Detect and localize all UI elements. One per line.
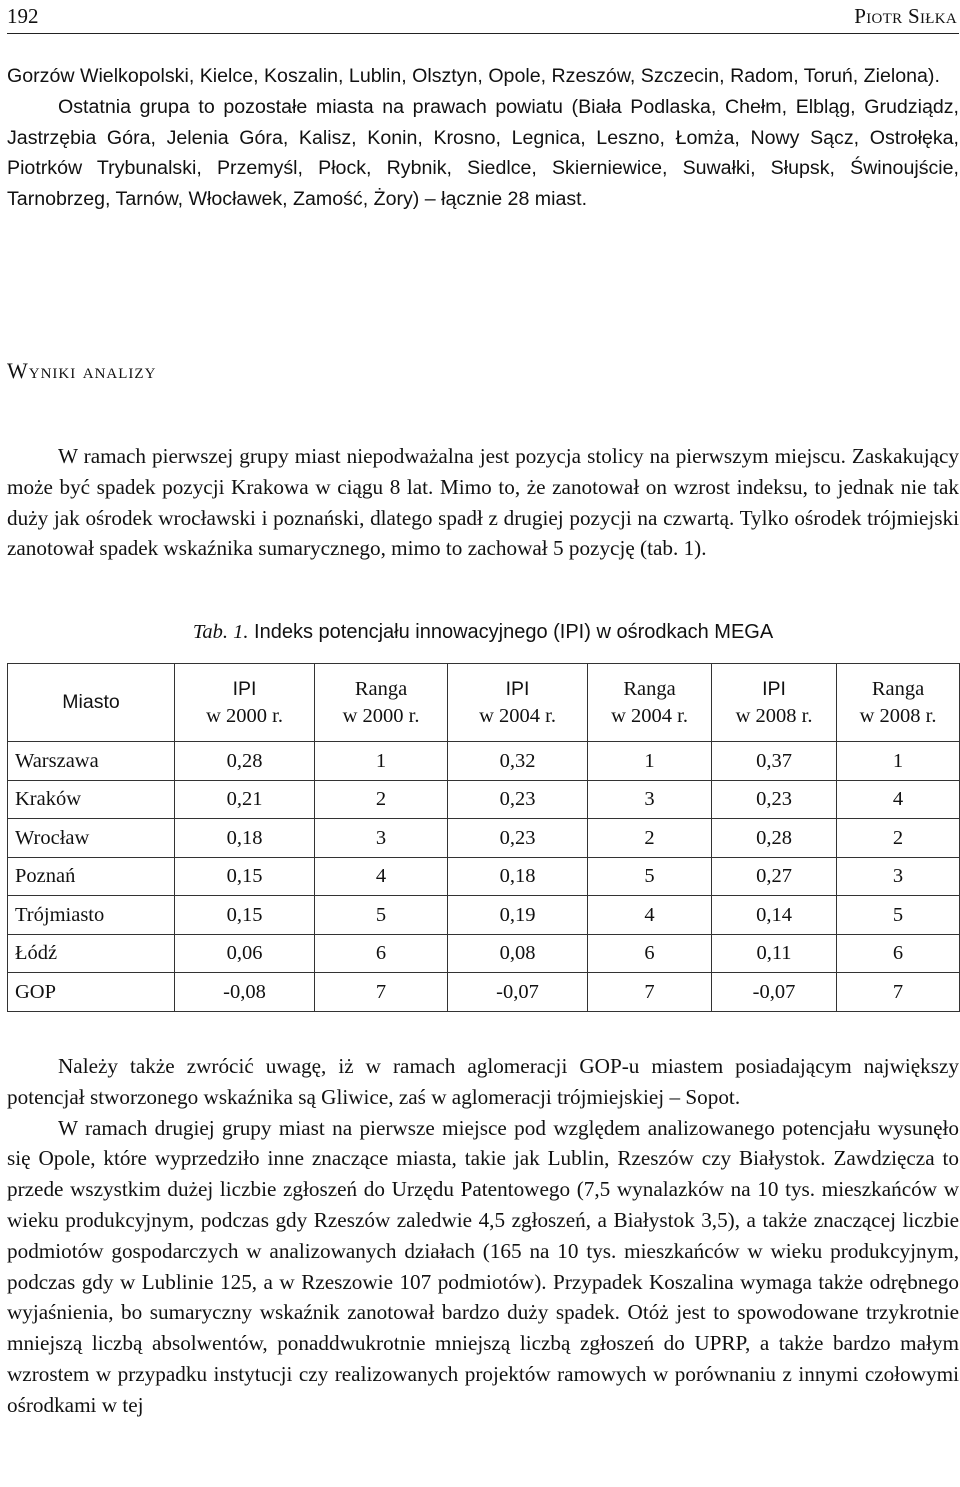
cell-city: Kraków xyxy=(8,780,175,819)
table-row xyxy=(8,819,960,858)
header-ipi-2004: IPI w 2004 r. xyxy=(448,664,588,742)
cell-rank-2004: 2 xyxy=(588,819,712,858)
cell-rank-2004: 6 xyxy=(588,934,712,973)
cell-ipi-2000: 0,15 xyxy=(175,857,315,896)
cell-rank-2000: 4 xyxy=(315,857,448,896)
table-row xyxy=(8,742,960,781)
cell-rank-2004: 3 xyxy=(588,780,712,819)
paragraph-gop-agglomeration: Należy także zwrócić uwagę, iż w ramach aglomeracji GOP-u miastem posiadającym największy potencjał stworzonego wskaźnika są Gliwice, zaś w aglomeracji trójmiejskiej – Sopot. xyxy=(7,1054,959,1109)
cell-ipi-2008: 0,28 xyxy=(712,819,837,858)
header-ipi-2000: IPI w 2000 r. xyxy=(175,664,315,742)
cell-ipi-2004: -0,07 xyxy=(448,973,588,1012)
table-row xyxy=(8,934,960,973)
intro-text xyxy=(7,61,959,215)
header-rule xyxy=(7,33,959,34)
cell-rank-2000: 1 xyxy=(315,742,448,781)
cell-ipi-2000: 0,18 xyxy=(175,819,315,858)
cell-ipi-2008: 0,23 xyxy=(712,780,837,819)
cell-rank-2004: 7 xyxy=(588,973,712,1012)
cell-city: Warszawa xyxy=(8,742,175,781)
cell-rank-2008: 5 xyxy=(837,896,960,935)
cell-ipi-2004: 0,19 xyxy=(448,896,588,935)
table-row xyxy=(8,780,960,819)
cell-rank-2004: 1 xyxy=(588,742,712,781)
header-ranga-2008: Ranga w 2008 r. xyxy=(837,664,960,742)
cell-city: Wrocław xyxy=(8,819,175,858)
cell-ipi-2000: 0,15 xyxy=(175,896,315,935)
cell-ipi-2000: 0,21 xyxy=(175,780,315,819)
cell-rank-2004: 4 xyxy=(588,896,712,935)
discussion-text xyxy=(7,1051,959,1421)
cell-rank-2000: 3 xyxy=(315,819,448,858)
table-row xyxy=(8,896,960,935)
header-ipi-2008: IPI w 2008 r. xyxy=(712,664,837,742)
cell-ipi-2008: 0,27 xyxy=(712,857,837,896)
cell-rank-2000: 7 xyxy=(315,973,448,1012)
cell-city: Łódź xyxy=(8,934,175,973)
header-miasto: Miasto xyxy=(8,664,175,742)
cell-ipi-2004: 0,18 xyxy=(448,857,588,896)
cell-rank-2000: 2 xyxy=(315,780,448,819)
cell-ipi-2000: -0,08 xyxy=(175,973,315,1012)
ipi-table xyxy=(7,663,960,1012)
table-header-row xyxy=(8,664,960,742)
header-ranga-2004: Ranga w 2004 r. xyxy=(588,664,712,742)
table-caption-label: Tab. 1. xyxy=(192,621,249,643)
cell-ipi-2004: 0,08 xyxy=(448,934,588,973)
paragraph-last-group: Ostatnia grupa to pozostałe miasta na prawach powiatu (Biała Podlaska, Chełm, Elbląg, Grudziądz, Jastrzębia Góra, Jelenia Góra, Kalisz, Konin, Krosno, Legnica, Leszno, Łomża, Nowy Sącz, Ostrołęka, Piotrków Trybunalski, Przemyśl, Płock, Rybnik, Siedlce, Skierniewice, Suwałki, Słupsk, Świnoujście, Tarnobrzeg, Tarnów, Włocławek, Zamość, Żory) – łącznie 28 miast. xyxy=(7,95,959,211)
cell-rank-2008: 7 xyxy=(837,973,960,1012)
section-heading: Wyniki analizy xyxy=(7,358,157,383)
cell-rank-2008: 3 xyxy=(837,857,960,896)
cell-rank-2004: 5 xyxy=(588,857,712,896)
page-number: 192 xyxy=(7,4,39,28)
cell-ipi-2004: 0,23 xyxy=(448,780,588,819)
table-caption xyxy=(7,618,959,646)
cell-ipi-2008: 0,11 xyxy=(712,934,837,973)
cell-rank-2008: 4 xyxy=(837,780,960,819)
cell-rank-2008: 1 xyxy=(837,742,960,781)
cell-city: Poznań xyxy=(8,857,175,896)
cell-ipi-2008: -0,07 xyxy=(712,973,837,1012)
table-row xyxy=(8,973,960,1012)
cell-city: Trójmiasto xyxy=(8,896,175,935)
paragraph-first-group: W ramach pierwszej grupy miast niepodważalna jest pozycja stolicy na pierwszym miejscu. Zaskakujący może być spadek pozycji Krakowa w ciągu 8 lat. Mimo to, że zanotował on wzrost indeksu, to jednak nie tak duży jak ośrodek wrocławski i poznański, dlatego spadł z drugiej pozycji na czwartą. Tylko ośrodek trójmiejski zanotował spadek wskaźnika sumarycznego, mimo to zachował 5 pozycję (tab. 1). xyxy=(7,444,959,561)
paragraph-second-group: W ramach drugiej grupy miast na pierwsze miejsce pod względem analizowanego potencjału wysunęło się Opole, które wyprzedziło inne znaczące miasta, takie jak Lublin, Rzeszów czy Białystok. Zawdzięcza to przede wszystkim dużej liczbie zgłoszeń do Urzędu Patentowego (7,5 wynalazków na 10 tys. mieszkańców w wieku produkcyjnym, podczas gdy Rzeszów zaledwie 4,5 zgłoszeń, a Białystok 3,5), a także znaczącej liczbie podmiotów gospodarczych w analizowanych działach (165 na 10 tys. mieszkańców w wieku produkcyjnym, podczas gdy w Lublinie 125, a w Rzeszowie 107 podmiotów). Przypadek Koszalina wymaga także odrębnego wyjaśnienia, bo sumaryczny wskaźnik zanotował bardzo duży spadek. Otóż jest to spowodowane trzykrotnie mniejszą liczbą absolwentów, ponaddwukrotnie mniejszą liczbą zgłoszeń do UPRP, a także bardzo małym wzrostem w przypadku instytucji czy realizowanych projektów ramowych w porównaniu z innymi czołowymi ośrodkami w tej xyxy=(7,1115,959,1417)
cell-rank-2008: 6 xyxy=(837,934,960,973)
cell-ipi-2000: 0,28 xyxy=(175,742,315,781)
cell-ipi-2008: 0,14 xyxy=(712,896,837,935)
running-header xyxy=(7,2,959,30)
table-row xyxy=(8,857,960,896)
cell-ipi-2008: 0,37 xyxy=(712,742,837,781)
header-ranga-2000: Ranga w 2000 r. xyxy=(315,664,448,742)
table-caption-text: Indeks potencjału innowacyjnego (IPI) w ośrodkach MEGA xyxy=(254,621,774,643)
cell-city: GOP xyxy=(8,973,175,1012)
analysis-text xyxy=(7,441,959,564)
cell-ipi-2000: 0,06 xyxy=(175,934,315,973)
paragraph-cities-continued: Gorzów Wielkopolski, Kielce, Koszalin, Lublin, Olsztyn, Opole, Rzeszów, Szczecin, Radom, Toruń, Zielona). xyxy=(7,65,940,87)
running-author: Piotr Siłka xyxy=(854,4,957,28)
cell-ipi-2004: 0,32 xyxy=(448,742,588,781)
cell-ipi-2004: 0,23 xyxy=(448,819,588,858)
cell-rank-2000: 5 xyxy=(315,896,448,935)
cell-rank-2000: 6 xyxy=(315,934,448,973)
cell-rank-2008: 2 xyxy=(837,819,960,858)
